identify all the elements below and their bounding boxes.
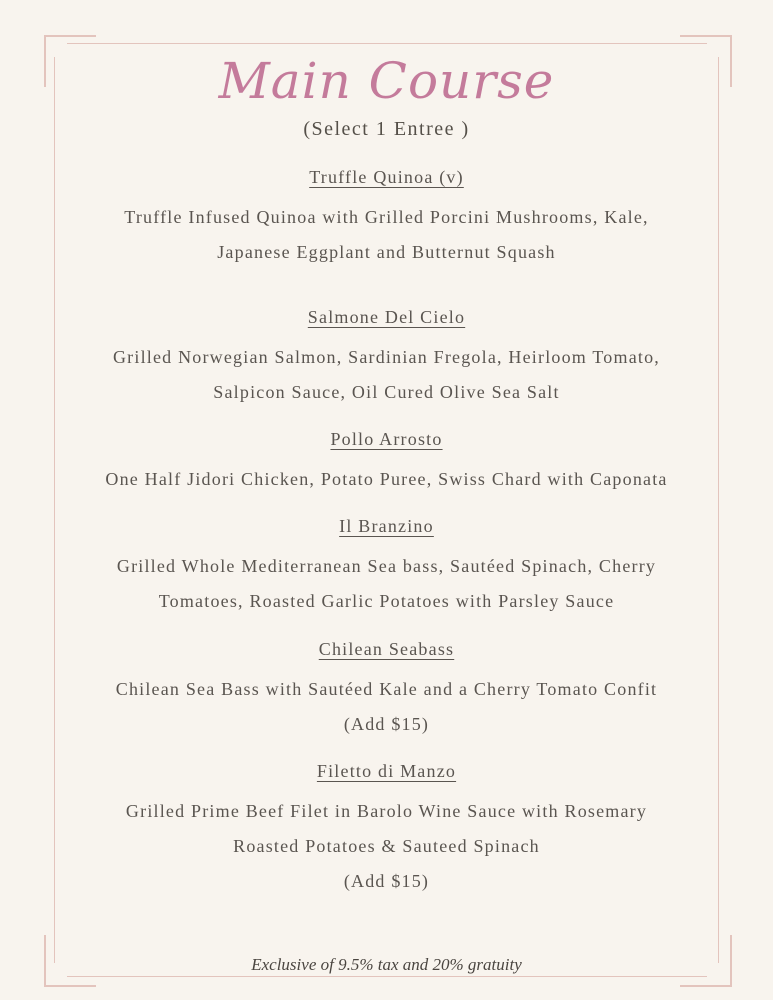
- dish-name: Il Branzino: [339, 516, 434, 536]
- tax-gratuity-note: Exclusive of 9.5% tax and 20% gratuity: [251, 955, 522, 974]
- menu-title: Main Course: [218, 52, 555, 110]
- dish-name: Chilean Seabass: [318, 639, 455, 659]
- dish-filetto-di-manzo: [0, 759, 773, 899]
- dish-description-line: Truffle Infused Quinoa with Grilled Porcini Mushrooms, Kale,: [124, 207, 649, 227]
- dish-truffle-quinoa: [0, 165, 773, 270]
- dish-description-line: One Half Jidori Chicken, Potato Puree, Swiss Chard with Caponata: [105, 469, 668, 489]
- dish-description: [0, 200, 773, 270]
- dish-description: [0, 462, 773, 497]
- dish-description: [0, 794, 773, 899]
- dish-description-line: Grilled Norwegian Salmon, Sardinian Fregola, Heirloom Tomato,: [112, 347, 661, 367]
- dish-description: [0, 549, 773, 619]
- frame-border-bottom: [67, 976, 707, 977]
- frame-corner-top-right-h: [680, 35, 732, 37]
- dish-description-line: Chilean Sea Bass with Sautéed Kale and a Cherry Tomato Confit: [115, 679, 658, 699]
- dish-name: Filetto di Manzo: [316, 761, 457, 781]
- dish-name: Truffle Quinoa (v): [309, 167, 464, 187]
- dish-description: [0, 340, 773, 410]
- dish-description-line: Grilled Prime Beef Filet in Barolo Wine Sauce with Rosemary: [125, 801, 648, 821]
- frame-corner-top-left-h: [44, 35, 96, 37]
- dish-name: Salmone Del Cielo: [307, 307, 466, 327]
- dish-description-line: Roasted Potatoes & Sauteed Spinach: [233, 836, 540, 856]
- dish-description: [0, 672, 773, 742]
- frame-corner-bottom-left-h: [44, 985, 96, 987]
- frame-corner-bottom-right-h: [680, 985, 732, 987]
- dish-description-line: Salpicon Sauce, Oil Cured Olive Sea Salt: [213, 382, 560, 402]
- menu-subtitle: (Select 1 Entree ): [303, 118, 470, 140]
- dish-chilean-seabass: [0, 637, 773, 742]
- dish-description-line: Tomatoes, Roasted Garlic Potatoes with Parsley Sauce: [158, 591, 615, 611]
- dish-pollo-arrosto: [0, 427, 773, 497]
- frame-border-top: [67, 43, 707, 44]
- dish-il-branzino: [0, 514, 773, 619]
- dish-price-addon: (Add $15): [343, 714, 430, 734]
- dish-description-line: Japanese Eggplant and Butternut Squash: [217, 242, 556, 262]
- dish-price-addon: (Add $15): [343, 871, 430, 891]
- dish-name: Pollo Arrosto: [330, 429, 443, 449]
- dish-salmone-del-cielo: [0, 305, 773, 410]
- dish-description-line: Grilled Whole Mediterranean Sea bass, Sautéed Spinach, Cherry: [116, 556, 657, 576]
